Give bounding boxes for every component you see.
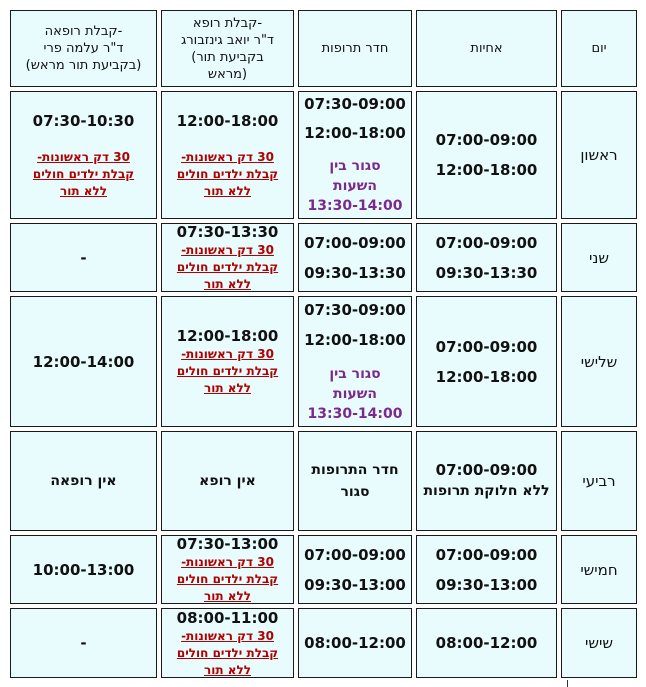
row-monday-day (561, 223, 637, 292)
day-label: ראשון (580, 146, 618, 164)
time-slot: 12:00-18:00 (435, 367, 538, 386)
row-thursday-treatment (298, 535, 412, 604)
row-sunday-doc1 (161, 91, 294, 219)
row-sunday-nurses (416, 91, 557, 219)
header-doc1-line: קבלת רופא- (192, 15, 263, 31)
row-monday-doc1 (161, 223, 294, 292)
header-doc1-line: (בקביעת תור (191, 49, 264, 65)
header-treatment-label: חדר תרופות (321, 41, 389, 56)
walk-in-note: ללא תור (204, 381, 251, 395)
row-friday-doc1 (161, 608, 294, 678)
room-closed-label: חדר התרופות (311, 462, 399, 478)
row-friday-nurses (416, 608, 557, 678)
time-slot: 08:00-12:00 (435, 634, 538, 652)
day-label: חמישי (580, 560, 618, 579)
time-slot: 12:00-18:00 (176, 327, 279, 345)
time-slot: 09:30-13:30 (304, 263, 406, 282)
time-slot: 07:30-09:00 (304, 95, 406, 113)
edge-mark (567, 680, 568, 687)
row-tuesday-doc2 (10, 296, 157, 427)
row-thursday-doc2 (10, 535, 157, 604)
time-slot: - (80, 248, 87, 267)
row-wednesday-treatment (298, 431, 412, 531)
time-slot: 12:00-18:00 (176, 111, 279, 130)
day-label: שני (589, 248, 609, 267)
time-slot: 07:30-13:30 (176, 223, 279, 241)
row-monday-nurses (416, 223, 557, 292)
header-treatment-room (298, 10, 412, 87)
row-tuesday-doc1 (161, 296, 294, 427)
time-slot: 12:00-18:00 (304, 330, 406, 349)
time-slot: 07:30-13:00 (176, 535, 279, 553)
row-thursday-nurses (416, 535, 557, 604)
header-day (561, 10, 637, 87)
row-wednesday-day (561, 431, 637, 531)
time-slot: 12:00-14:00 (32, 352, 135, 371)
time-slot: 07:30-10:30 (32, 111, 135, 130)
closed-note-time: 13:30-14:00 (307, 198, 403, 214)
header-nurses (416, 10, 557, 87)
row-monday-doc2 (10, 223, 157, 292)
row-sunday-treatment (298, 91, 412, 219)
time-slot: 08:00-11:00 (176, 608, 279, 627)
walk-in-note: ללא תור (204, 183, 251, 198)
row-tuesday-treatment (298, 296, 412, 427)
time-slot: 09:30-13:30 (435, 263, 538, 282)
row-friday-day (561, 608, 637, 678)
walk-in-note: ללא תור (204, 277, 251, 291)
no-doctor-label: אין רופאה (50, 473, 117, 489)
row-monday-treatment (298, 223, 412, 292)
time-slot: 09:30-13:00 (304, 575, 406, 594)
header-doc1-line: מראש) (207, 66, 248, 82)
header-doctor-1 (161, 10, 294, 87)
walk-in-note: קבלת ילדים חולים (176, 364, 279, 378)
walk-in-note: 30 דק ראשונות- (181, 628, 274, 643)
walk-in-note: קבלת ילדים חולים (176, 260, 279, 274)
walk-in-note: 30 דק ראשונות- (181, 347, 274, 361)
day-label: שלישי (580, 352, 618, 371)
room-closed-label: סגור (340, 484, 370, 500)
walk-in-note: קבלת ילדים חולים (32, 166, 135, 181)
time-slot: 09:30-13:00 (435, 575, 538, 594)
walk-in-note: קבלת ילדים חולים (176, 572, 279, 586)
no-medication-note: ללא חלוקת תרופות (423, 483, 550, 499)
walk-in-note: קבלת ילדים חולים (176, 166, 279, 181)
row-thursday-doc1 (161, 535, 294, 604)
time-slot: 07:00-09:00 (304, 545, 406, 564)
header-nurses-label: אחיות (470, 41, 503, 56)
row-tuesday-day (561, 296, 637, 427)
header-doc1-line: ד"ר יואב גינזבורג (180, 32, 275, 48)
day-label: רביעי (582, 472, 616, 490)
time-slot: 07:00-09:00 (435, 545, 538, 564)
walk-in-note: קבלת ילדים חולים (176, 645, 279, 660)
walk-in-note: 30 דק ראשונות- (37, 149, 130, 164)
row-wednesday-doc1 (161, 431, 294, 531)
row-wednesday-doc2 (10, 431, 157, 531)
walk-in-note: 30 דק ראשונות- (181, 555, 274, 569)
closed-note: סגור בין השעות (329, 365, 381, 402)
row-wednesday-nurses (416, 431, 557, 531)
closed-note-time: 13:30-14:00 (307, 405, 403, 422)
row-sunday-day (561, 91, 637, 219)
time-slot: 08:00-12:00 (304, 634, 406, 652)
row-tuesday-nurses (416, 296, 557, 427)
walk-in-note: 30 דק ראשונות- (181, 149, 274, 164)
walk-in-note: ללא תור (60, 183, 107, 198)
time-slot: 10:00-13:00 (32, 560, 135, 579)
header-doc2-line: (בקביעת תור מראש) (25, 58, 142, 73)
row-friday-treatment (298, 608, 412, 678)
walk-in-note: 30 דק ראשונות- (181, 243, 274, 257)
time-slot: - (80, 634, 87, 652)
no-doctor-label: אין רופא (199, 473, 256, 489)
time-slot: 12:00-18:00 (435, 161, 538, 179)
walk-in-note: ללא תור (204, 662, 251, 677)
row-sunday-doc2 (10, 91, 157, 219)
time-slot: 07:00-09:00 (435, 461, 538, 479)
closed-note: סגור בין השעות (329, 158, 381, 194)
time-slot: 07:00-09:00 (435, 337, 538, 356)
row-friday-doc2 (10, 608, 157, 678)
header-doc2-line: קבלת רופאה- (44, 24, 123, 39)
header-doctor-2 (10, 10, 157, 87)
time-slot: 07:00-09:00 (304, 233, 406, 252)
header-doc2-line: ד"ר עלמה פרי (43, 41, 124, 56)
time-slot: 07:00-09:00 (435, 233, 538, 252)
time-slot: 12:00-18:00 (304, 124, 406, 143)
day-label: שישי (585, 634, 613, 652)
row-thursday-day (561, 535, 637, 604)
walk-in-note: ללא תור (204, 589, 251, 603)
header-day-label: יום (591, 41, 607, 56)
time-slot: 07:30-09:00 (304, 300, 406, 319)
time-slot: 07:00-09:00 (435, 131, 538, 149)
